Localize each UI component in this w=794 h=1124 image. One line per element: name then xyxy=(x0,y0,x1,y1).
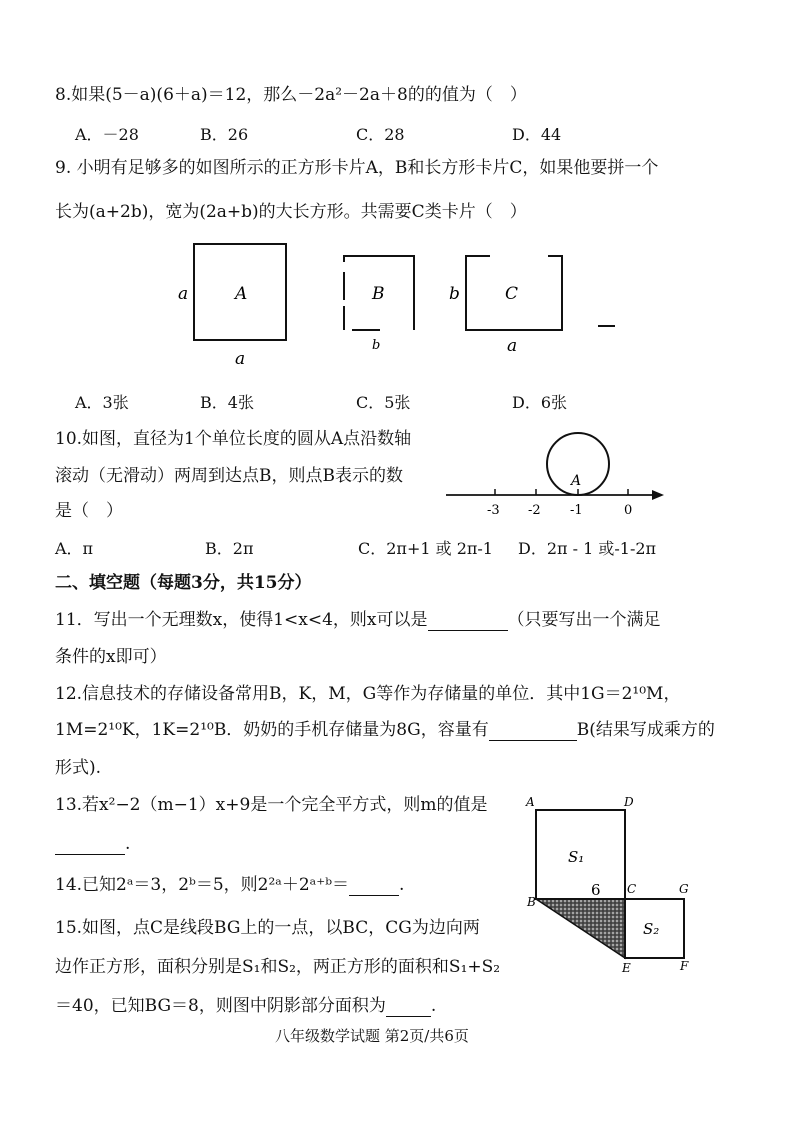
q11-stem-line2: 条件的x即可） xyxy=(55,647,167,667)
tick-label-neg2: -2 xyxy=(528,503,541,518)
vertex-g-label: G xyxy=(679,882,689,896)
q10-option-a: A．π xyxy=(55,539,94,558)
q14-text-a: 14.已知2ᵃ＝3，2ᵇ＝5，则2²ᵃ＋2ᵃ⁺ᵇ＝ xyxy=(55,875,349,895)
point-a-label: A xyxy=(571,473,582,489)
q15-stem-line2: 边作正方形，面积分别是S₁和S₂，两正方形的面积和S₁+S₂ xyxy=(55,957,501,977)
q9-stem-line2: 长为(a+2b)，宽为(2a+b)的大长方形。共需要C类卡片（ ） xyxy=(55,202,527,222)
length-6-label: 6 xyxy=(591,881,601,899)
s2-label: S₂ xyxy=(643,920,660,938)
tick-label-0: 0 xyxy=(624,503,633,518)
q10-stem-line2: 滚动（无滑动）两周到达点B，则点B表示的数 xyxy=(55,466,403,486)
q13-stem-line1: 13.若x²−2（m−1）x+9是一个完全平方式，则m的值是 xyxy=(55,795,488,815)
q8-option-d: D．44 xyxy=(512,125,562,144)
vertex-e-label: E xyxy=(622,961,631,975)
q8-option-b: B．26 xyxy=(200,125,249,144)
q15-stem-line1: 15.如图，点C是线段BG上的一点，以BC，CG为边向两 xyxy=(55,918,480,938)
q9-option-b: B．4张 xyxy=(200,393,254,412)
q9-stem-line1: 9. 小明有足够多的如图所示的正方形卡片A，B和长方形卡片C，如果他要拼一个 xyxy=(55,158,659,178)
page-footer: 八年级数学试题 第2页/共6页 xyxy=(275,1027,469,1045)
q9-option-a: A．3张 xyxy=(75,393,129,412)
q8-option-c: C．28 xyxy=(356,125,405,144)
card-a-label: A xyxy=(235,284,248,304)
vertex-f-label: F xyxy=(680,959,689,973)
card-c-side-label: b xyxy=(449,284,460,304)
vertex-b-label: B xyxy=(527,895,536,909)
vertex-c-label: C xyxy=(627,882,637,896)
q11-text-a: 11．写出一个无理数x，使得1<x<4，则x可以是 xyxy=(55,610,428,630)
tick-label-neg1: -1 xyxy=(570,503,583,518)
q10-stem-line1: 10.如图，直径为1个单位长度的圆从A点沿数轴 xyxy=(55,429,412,449)
q12-stem-line3: 形式). xyxy=(55,758,102,778)
card-a-side-label: a xyxy=(178,284,189,304)
q15-text-a: ＝40，已知BG＝8，则图中阴影部分面积为 xyxy=(55,996,386,1016)
vertex-a-label: A xyxy=(526,795,535,809)
q12-stem-line1: 12.信息技术的存储设备常用B，K，M，G等作为存储量的单位．其中1G＝2¹⁰M， xyxy=(55,684,681,704)
q9-option-c: C．5张 xyxy=(356,393,411,412)
section-heading-fill-in: 二、填空题（每题3分，共15分） xyxy=(55,573,312,593)
q9-option-d: D．6张 xyxy=(512,393,568,412)
card-c-bottom-label: a xyxy=(507,336,518,356)
s1-label: S₁ xyxy=(568,848,585,866)
vertex-d-label: D xyxy=(624,795,634,809)
q10-option-b: B．2π xyxy=(205,539,254,558)
q10-option-d: D．2π - 1 或-1-2π xyxy=(518,539,657,558)
tick-label-neg3: -3 xyxy=(487,503,500,518)
q12-text-a: 1M=2¹⁰K，1K=2¹⁰B．奶奶的手机存储量为8G，容量有 xyxy=(55,720,489,740)
q11-text-b: （只要写出一个满足 xyxy=(507,610,661,630)
q10-option-c: C．2π+1 或 2π-1 xyxy=(358,539,493,558)
q12-text-b: B(结果写成乘方的 xyxy=(576,720,715,740)
card-b-bottom-label: b xyxy=(372,338,381,353)
card-c-label: C xyxy=(505,284,519,304)
q8-option-a: A．－28 xyxy=(75,125,139,144)
q10-stem-line3: 是（ ） xyxy=(55,501,123,521)
card-a-bottom-label: a xyxy=(235,349,246,369)
card-b-label: B xyxy=(372,284,385,304)
q15-text-b: . xyxy=(430,996,437,1016)
shaded-region xyxy=(536,899,625,958)
q14-text-b: . xyxy=(399,875,405,895)
q8-stem: 8.如果(5－a)(6＋a)＝12，那么－2a²－2a＋8的的值为（ ） xyxy=(55,85,527,105)
q13-text-end: . xyxy=(125,834,131,854)
